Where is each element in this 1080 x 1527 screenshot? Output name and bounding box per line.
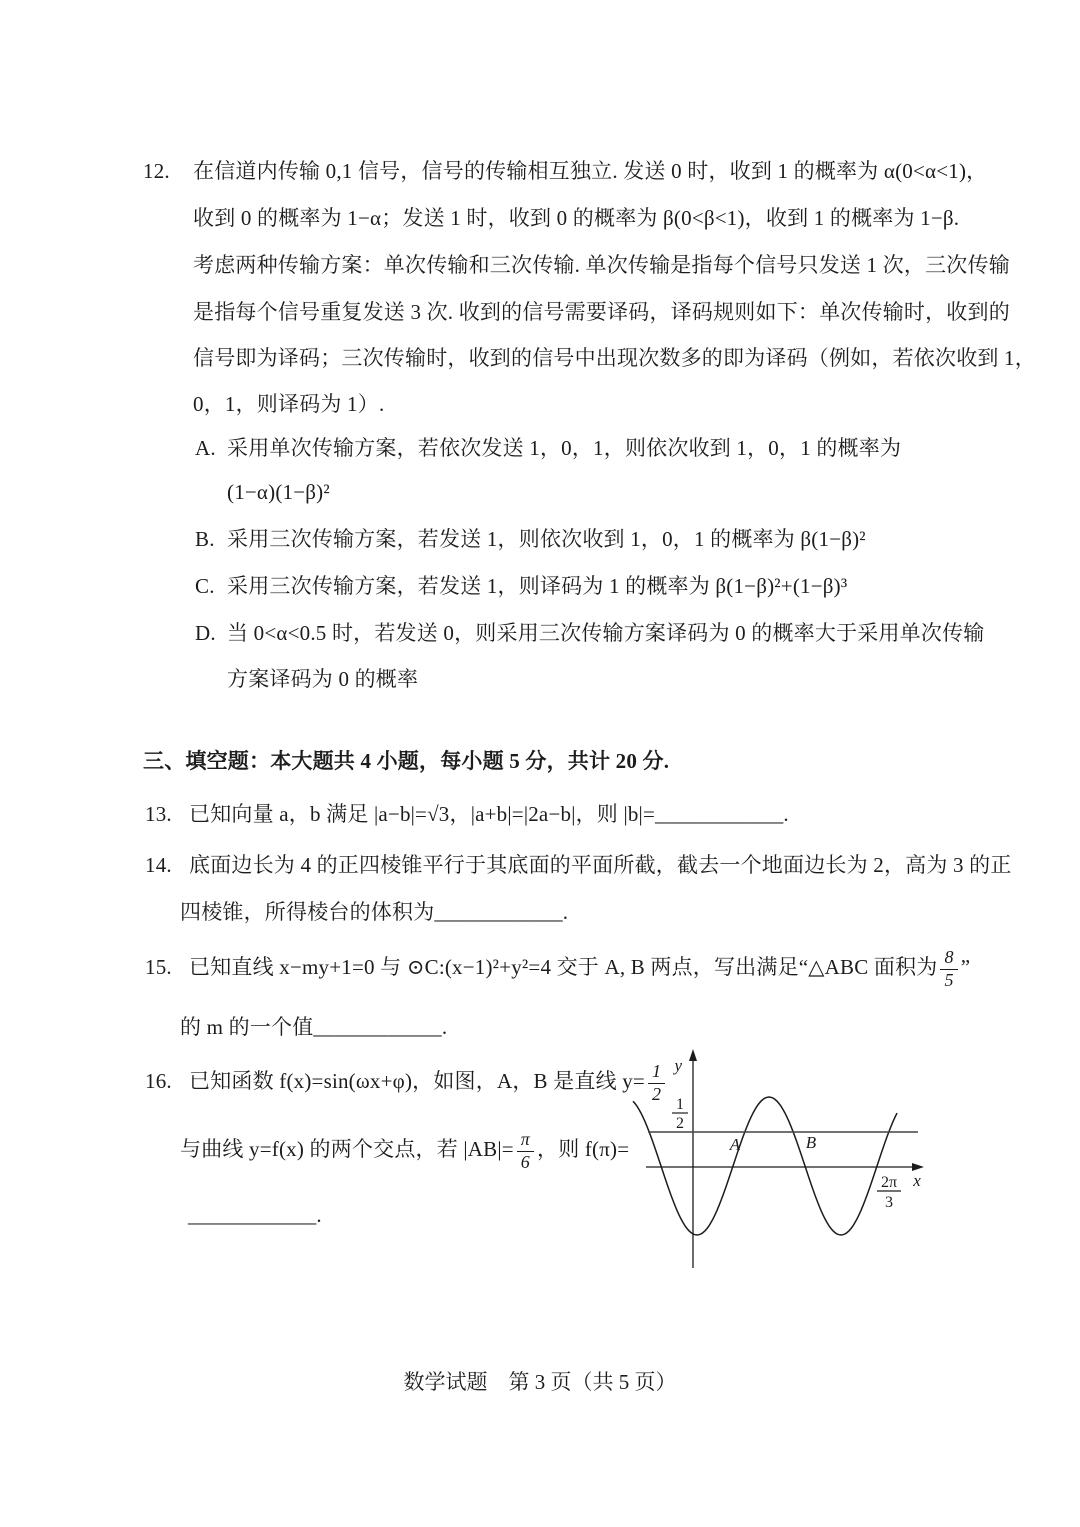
question-14-line-2: 四棱锥，所得棱台的体积为____________. (180, 900, 569, 924)
x-tick-denominator: 3 (885, 1194, 893, 1211)
y-axis-arrow-icon (689, 1049, 697, 1061)
question-12-line-1 (143, 156, 987, 186)
option-c-line-1 (195, 571, 847, 601)
question-13-number: 13. (145, 802, 172, 826)
half-fraction-denominator: 2 (676, 1115, 684, 1132)
question-12-number: 12. (143, 159, 170, 183)
x-axis-label: x (913, 1171, 921, 1190)
fraction-8-5: $\frac{8}{5}$ (940, 948, 957, 991)
question-12-line-3: 考虑两种传输方案：单次传输和三次传输. 单次传输是指每个信号只发送 1 次，三次传输 (193, 253, 1010, 277)
question-14-number: 14. (145, 853, 172, 877)
option-b-line-1 (195, 524, 866, 554)
question-14-text-1: 底面边长为 4 的正四棱锥平行于其底面的平面所截，截去一个地面边长为 2，高为 3 的正 (189, 853, 1012, 877)
option-d-label: D. (195, 621, 216, 645)
question-14-line-1 (145, 850, 1012, 880)
option-a-label: A. (195, 436, 216, 460)
question-16-text-2: 与曲线 y=f(x) 的两个交点，若 |AB|= (180, 1137, 514, 1162)
option-a-line-2: (1−α)(1−β)² (227, 480, 330, 504)
sine-curve (633, 1097, 897, 1235)
question-12-text-1: 在信道内传输 0,1 信号，信号的传输相互独立. 发送 0 时，收到 1 的概率为 α(0<α<1)， (193, 159, 988, 183)
point-a-label: A (729, 1135, 741, 1154)
question-16-text-1: 已知函数 f(x)=sin(ωx+φ)，如图，A，B 是直线 y= (189, 1069, 645, 1094)
x-tick-numerator: 2π (880, 1174, 898, 1191)
option-a-text: 采用单次传输方案，若依次发送 1，0，1，则依次收到 1，0，1 的概率为 (227, 436, 902, 460)
half-fraction-numerator: 1 (676, 1096, 684, 1113)
option-d-line-1 (195, 618, 985, 648)
question-16-text-2-end: ，则 f(π)= (537, 1137, 630, 1162)
question-15-text-1-end: ” (960, 955, 971, 980)
question-16-line-2 (180, 1130, 629, 1173)
question-16-line-1 (145, 1062, 668, 1105)
section-3-header: 三、填空题：本大题共 4 小题，每小题 5 分，共计 20 分. (143, 749, 670, 773)
question-15-line-2: 的 m 的一个值____________. (180, 1015, 448, 1039)
fraction-pi-6: $\frac{\pi}{6}$ (517, 1130, 534, 1173)
question-15-number: 15. (145, 955, 172, 980)
question-12-line-6: 0，1，则译码为 1）. (193, 392, 385, 416)
point-b-label: B (805, 1133, 817, 1152)
question-12-line-2: 收到 0 的概率为 1−α；发送 1 时，收到 0 的概率为 β(0<β<1)，收到 1 的概率为 1−β. (193, 206, 960, 230)
y-axis-label: y (674, 1056, 682, 1075)
option-c-text: 采用三次传输方案，若发送 1，则译码为 1 的概率为 β(1−β)²+(1−β)³ (227, 574, 848, 598)
option-c-label: C. (195, 574, 215, 598)
option-a-line-1 (195, 433, 901, 463)
question-12-line-5: 信号即为译码；三次传输时，收到的信号中出现次数多的即为译码（例如，若依次收到 1， (193, 346, 1036, 370)
page-footer: 数学试题 第 3 页（共 5 页） (403, 1370, 677, 1394)
question-16-figure (628, 1045, 928, 1280)
x-axis-arrow-icon (912, 1163, 924, 1171)
question-15-line-1 (145, 948, 970, 991)
question-13-text: 已知向量 a，b 满足 |a−b|=√3，|a+b|=|2a−b|，则 |b|=____________. (189, 802, 789, 826)
option-d-line-2: 方案译码为 0 的概率 (227, 667, 419, 691)
option-b-text: 采用三次传输方案，若发送 1，则依次收到 1，0，1 的概率为 β(1−β)² (227, 527, 866, 551)
fraction-1-2: $\frac{1}{2}$ (648, 1062, 665, 1105)
question-13-line-1 (145, 799, 789, 829)
question-16-number: 16. (145, 1069, 172, 1094)
question-16-line-3: ____________. (188, 1203, 322, 1227)
option-d-text: 当 0<α<0.5 时，若发送 0，则采用三次传输方案译码为 0 的概率大于采用单次传输 (227, 621, 985, 645)
question-12-line-4: 是指每个信号重复发送 3 次. 收到的信号需要译码，译码规则如下：单次传输时，收到的 (193, 300, 1010, 324)
question-15-text-1: 已知直线 x−my+1=0 与 ⊙C:(x−1)²+y²=4 交于 A, B 两点，写出满足“△ABC 面积为 (189, 955, 938, 980)
option-b-label: B. (195, 527, 215, 551)
